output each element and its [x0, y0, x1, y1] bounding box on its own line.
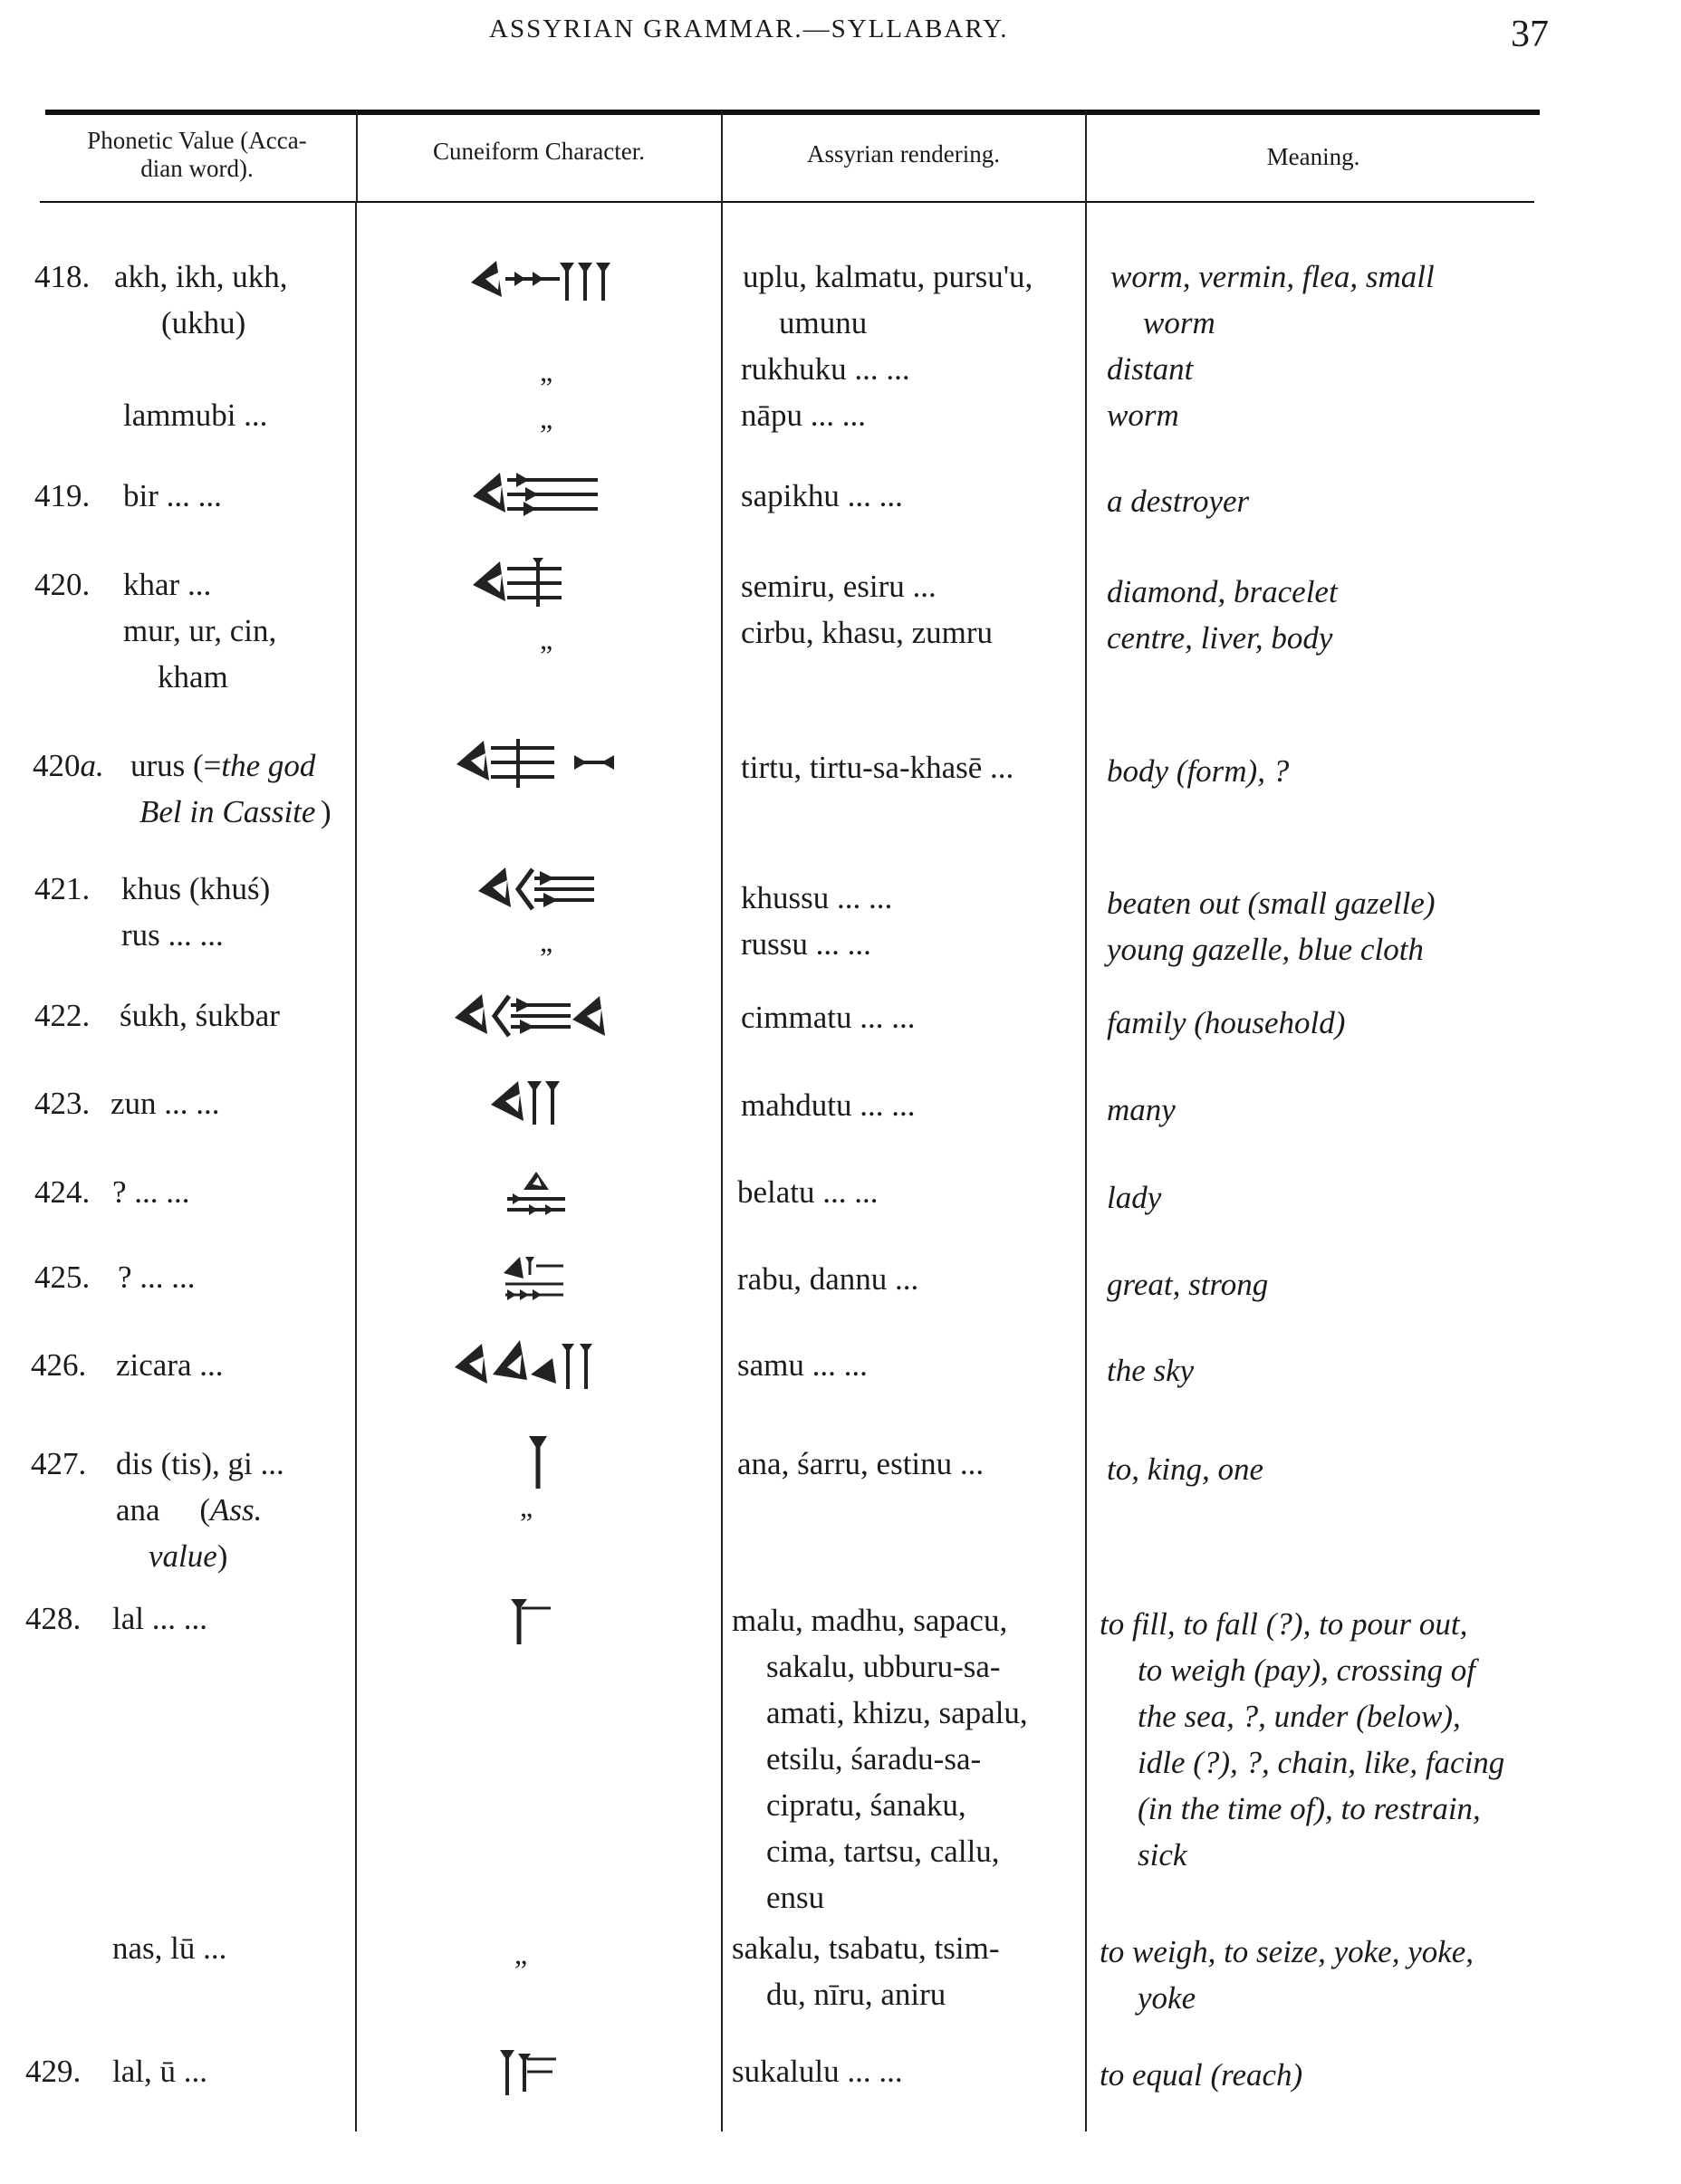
meaning-text: centre, liver, body [1107, 620, 1333, 656]
meaning-text: to, king, one [1107, 1451, 1264, 1487]
assyrian-rendering: cima, tartsu, callu, [766, 1834, 1000, 1869]
ditto-mark: „ [540, 623, 553, 656]
cuneiform-character-icon [498, 2046, 562, 2097]
meaning-text: great, strong [1107, 1267, 1269, 1302]
meaning-text: the sky [1107, 1353, 1195, 1388]
phonetic-value: kham [158, 659, 228, 694]
entry-number: 428. [25, 1601, 82, 1636]
assyrian-rendering: sukalulu ... ... [732, 2054, 903, 2089]
cuneiform-character-icon [471, 556, 571, 610]
page-number: 37 [1511, 14, 1549, 55]
assyrian-rendering: mahdutu ... ... [741, 1087, 916, 1123]
ditto-mark: „ [540, 925, 553, 958]
assyrian-rendering: ensu [766, 1880, 825, 1915]
assyrian-rendering: etsilu, śaradu-sa- [766, 1741, 982, 1777]
table-header-rule [40, 201, 1534, 203]
meaning-text: lady [1107, 1180, 1162, 1215]
phonetic-value: value) [149, 1538, 228, 1574]
phonetic-value: mur, ur, cin, [123, 613, 277, 648]
table-top-rule [45, 110, 1540, 115]
meaning-text: to weigh, to seize, yoke, yoke, [1100, 1934, 1474, 1969]
cuneiform-character-icon [453, 989, 625, 1045]
assyrian-rendering: cimmatu ... ... [741, 1000, 916, 1035]
cuneiform-character-icon [453, 1335, 616, 1394]
meaning-text: to weigh (pay), crossing of [1138, 1652, 1475, 1688]
phonetic-value: urus (=the god [130, 748, 316, 783]
meaning-text: worm [1143, 305, 1215, 340]
meaning-text: the sea, ?, under (below), [1138, 1699, 1461, 1734]
running-header [0, 13, 1681, 58]
meaning-text: worm, vermin, flea, small [1110, 259, 1435, 294]
phonetic-value: (ukhu) [161, 305, 246, 340]
column-header-assyrian: Assyrian rendering. [807, 140, 1000, 168]
assyrian-rendering: sapikhu ... ... [741, 478, 903, 513]
ditto-mark: „ [520, 1490, 533, 1523]
cuneiform-character-icon [469, 255, 623, 306]
phonetic-value: zun ... ... [110, 1086, 220, 1121]
meaning-text: idle (?), ?, chain, like, facing [1138, 1745, 1505, 1780]
entry-number: 418. [34, 259, 91, 294]
assyrian-rendering: nāpu ... ... [741, 398, 867, 433]
phonetic-value: ana (Ass. [116, 1492, 263, 1528]
meaning-text: to fill, to fall (?), to pour out, [1100, 1606, 1468, 1642]
entry-number: 425. [34, 1260, 91, 1295]
cuneiform-character-icon [500, 1253, 572, 1302]
assyrian-rendering: malu, madhu, sapacu, [732, 1603, 1008, 1638]
assyrian-rendering: sakalu, tsabatu, tsim- [732, 1930, 1000, 1966]
assyrian-rendering: sakalu, ubburu-sa- [766, 1649, 1001, 1684]
meaning-text: body (form), ? [1107, 753, 1290, 789]
phonetic-value: ? ... ... [118, 1260, 196, 1295]
running-title: ASSYRIAN GRAMMAR.—SYLLABARY. [489, 14, 1009, 43]
assyrian-rendering: amati, khizu, sapalu, [766, 1695, 1028, 1730]
meaning-text: a destroyer [1107, 484, 1250, 519]
meaning-text: worm [1107, 398, 1179, 433]
phonetic-value-close: ) [321, 794, 331, 829]
entry-number: 420. [34, 567, 91, 602]
phonetic-value: śukh, śukbar [120, 998, 280, 1033]
ditto-mark: „ [514, 1938, 528, 1970]
meaning-text: yoke [1138, 1980, 1196, 2016]
entry-number: 423. [34, 1086, 91, 1121]
meaning-text: diamond, bracelet [1107, 574, 1338, 609]
phonetic-value: nas, lū ... [112, 1930, 227, 1966]
entry-number: 427. [31, 1446, 87, 1481]
entry-number: 424. [34, 1174, 91, 1210]
assyrian-rendering: rabu, dannu ... [737, 1261, 919, 1297]
meaning-text: many [1107, 1092, 1176, 1127]
phonetic-value: lal, ū ... [112, 2054, 207, 2089]
assyrian-rendering: semiru, esiru ... [741, 569, 937, 604]
assyrian-rendering: ana, śarru, estinu ... [737, 1446, 985, 1481]
assyrian-rendering: tirtu, tirtu-sa-khasē ... [741, 750, 1014, 785]
column-divider-1 [356, 110, 358, 201]
cuneiform-character-icon [455, 735, 618, 791]
entry-number: 422. [34, 998, 91, 1033]
phonetic-value: zicara ... [116, 1347, 224, 1383]
meaning-text: beaten out (small gazelle) [1107, 886, 1436, 921]
cuneiform-character-icon [489, 1076, 580, 1130]
phonetic-value: bir ... ... [123, 478, 222, 513]
cuneiform-character-icon [471, 467, 607, 522]
phonetic-value: rus ... ... [121, 917, 224, 953]
assyrian-rendering: du, nīru, aniru [766, 1977, 946, 2012]
column-divider-1-body [355, 201, 357, 2131]
assyrian-rendering: khussu ... ... [741, 880, 893, 915]
phonetic-value: ? ... ... [112, 1174, 190, 1210]
column-header-phonetic: Phonetic Value (Acca- dian word). [87, 127, 307, 182]
meaning-text: distant [1107, 351, 1194, 387]
column-divider-2 [721, 110, 723, 2131]
cuneiform-character-icon [476, 862, 603, 916]
cuneiform-character-icon [525, 1432, 552, 1492]
cuneiform-character-icon [509, 1595, 554, 1646]
meaning-text: (in the time of), to restrain, [1138, 1791, 1481, 1826]
assyrian-rendering: uplu, kalmatu, pursu'u, [743, 259, 1033, 294]
phonetic-value: akh, ikh, ukh, [114, 259, 288, 294]
assyrian-rendering: cipratu, śanaku, [766, 1787, 966, 1823]
phonetic-value: lal ... ... [112, 1601, 207, 1636]
assyrian-rendering: umunu [779, 305, 868, 340]
ditto-mark: „ [540, 402, 553, 435]
column-header-cuneiform: Cuneiform Character. [433, 138, 645, 165]
phonetic-value: khus (khuś) [121, 871, 271, 906]
assyrian-rendering: russu ... ... [741, 926, 871, 962]
assyrian-rendering: samu ... ... [737, 1347, 868, 1383]
entry-number: 426. [31, 1347, 87, 1383]
entry-number: 421. [34, 871, 91, 906]
assyrian-rendering: belatu ... ... [737, 1174, 879, 1210]
ditto-mark: „ [540, 355, 553, 388]
phonetic-value: Bel in Cassite [139, 794, 316, 829]
meaning-text: sick [1138, 1837, 1187, 1873]
phonetic-value: lammubi ... [123, 398, 268, 433]
cuneiform-character-icon [504, 1168, 576, 1219]
meaning-text: family (household) [1107, 1005, 1346, 1040]
column-header-meaning: Meaning. [1266, 143, 1360, 170]
phonetic-value: dis (tis), gi ... [116, 1446, 284, 1481]
phonetic-value: khar ... [123, 567, 212, 602]
entry-number: 429. [25, 2054, 82, 2089]
entry-number: 420a. [33, 748, 104, 783]
column-divider-3 [1085, 110, 1087, 2131]
assyrian-rendering: rukhuku ... ... [741, 351, 910, 387]
meaning-text: to equal (reach) [1100, 2057, 1303, 2093]
entry-number: 419. [34, 478, 91, 513]
meaning-text: young gazelle, blue cloth [1107, 932, 1424, 967]
assyrian-rendering: cirbu, khasu, zumru [741, 615, 993, 650]
